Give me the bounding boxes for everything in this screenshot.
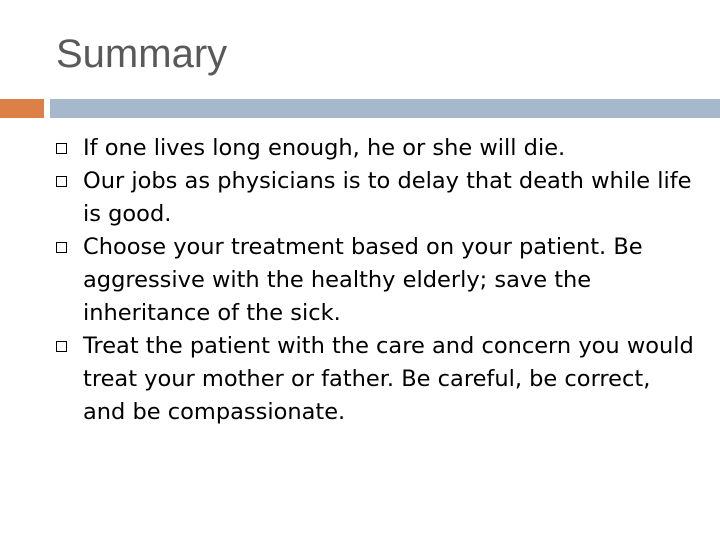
title-rule-bar [50, 99, 720, 118]
accent-bar [0, 99, 44, 118]
bullet-text: Choose your treatment based on your patient. Be aggressive with the healthy elderly; save the inheritance of the sick. [83, 234, 643, 326]
bullet-text: Our jobs as physicians is to delay that death while life is good. [83, 168, 692, 227]
square-bullet-icon [56, 341, 67, 352]
bullet-text: If one lives long enough, he or she will die. [83, 135, 566, 161]
bullet-item [56, 132, 696, 165]
slide-title: Summary [56, 32, 228, 76]
bullet-text: Treat the patient with the care and concern you would treat your mother or father. Be careful, be correct, and be compassionate. [83, 333, 694, 425]
bullet-list [56, 132, 696, 429]
square-bullet-icon [56, 143, 67, 154]
square-bullet-icon [56, 242, 67, 253]
bullet-item [56, 165, 696, 231]
bullet-item [56, 330, 696, 429]
square-bullet-icon [56, 176, 67, 187]
bullet-item [56, 231, 696, 330]
